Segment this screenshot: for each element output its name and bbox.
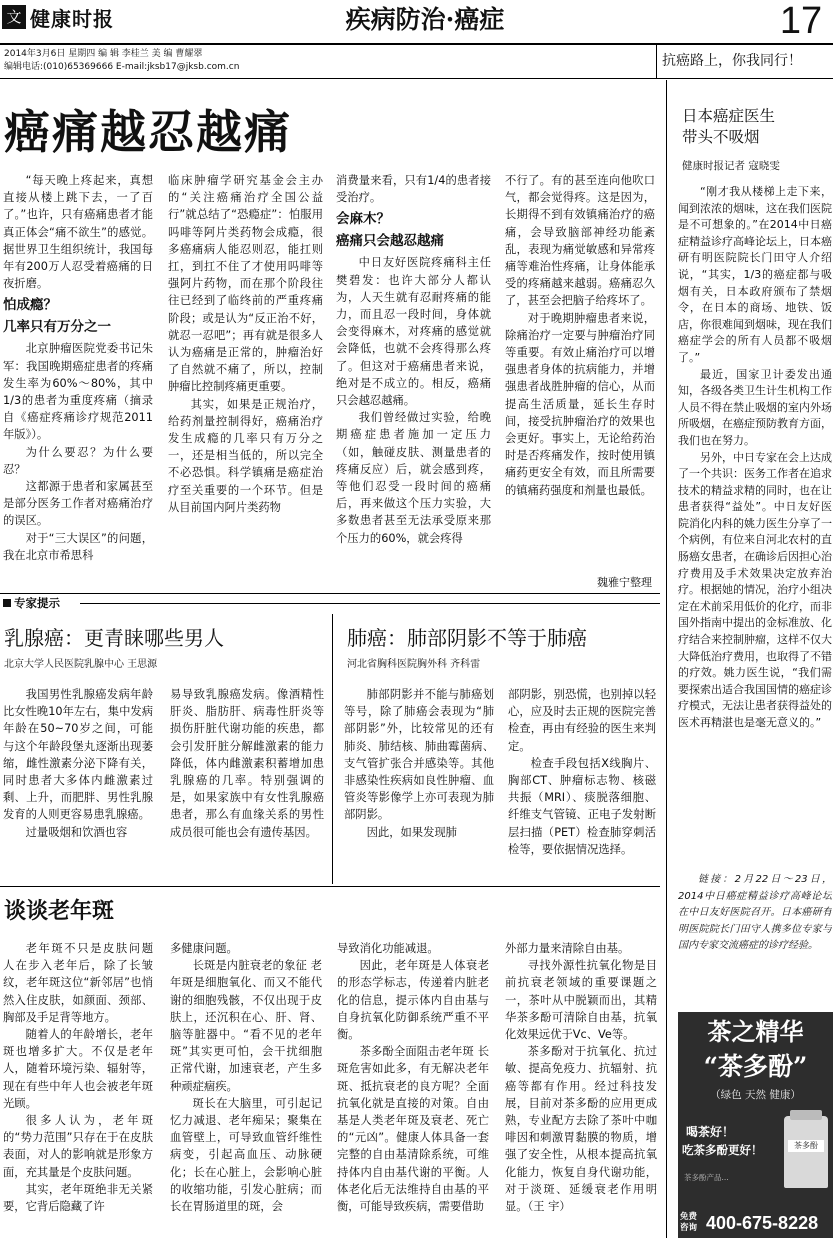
spots-paragraph: 茶多酚全面阻击老年斑 长斑危害如此多，有无解决老年斑、抵抗衰老的良方呢？全面抗氧化就是直接的对策。自由基是人类老年斑及衰老、死亡的“元凶”。健康人体具备一套完整的自由基清除系统，可维持体内自由基代谢的平衡。人体老化后无法维持自由基的平衡，可能导致疾病，需要借助 — [337, 1045, 489, 1214]
lead-paragraph: 中日友好医院疼痛科主任樊碧发：也许大部分人都认为，人天生就有忍耐疼痛的能力，而且忍一段时间，身体就会变得麻木，对疼痛的感觉就会降低，也就不会疼得那么疼了。但这对于癌痛患者来说，绝对是不成立的。相反，癌痛只会越忍越痛。 — [336, 256, 491, 408]
spots-paragraph: 导致消化功能减退。 — [337, 942, 439, 955]
lead-paragraph: 不行了。有的甚至连向他吹口气，都会觉得疼。这是因为，长期得不到有效镇痛治疗的癌痛，会导致脑部神经功能紊乱，表现为痛觉敏感和异常疼痛等难治性疼痛，让身体能承受的疼痛越来越弱。癌痛忍久了，甚至会把脑子给疼坏了。 — [505, 174, 655, 308]
sidebar-title: 日本癌症医生 带头不吸烟 — [682, 107, 776, 146]
lead-subhead: 怕成瘾？ — [3, 297, 57, 314]
lead-byline: 魏雅宁整理 — [597, 576, 652, 589]
lead-paragraph: 临床肿瘤学研究基金会主办的“关注癌痛治疗全国公益行”就总结了“恐瘾症”：怕服用吗啡等阿片类药物会成瘾，很多癌痛病人能忍则忍，能扛则扛，到扛不住了才使用吗啡等强阿片药物，而在那个阶段往往已经到了临终前的严重疼痛阶段；或是认为“反正治不好，就忍一忍吧”；再有就是很多人认为癌痛是正常的，肿瘤治好了自然就不痛了，所以，控制肿瘤比控制疼痛更重要。 — [168, 174, 323, 394]
sidebar-body — [678, 184, 832, 874]
bottle-cap — [790, 1110, 822, 1120]
ad-slogan: 吃茶多酚更好！ — [682, 1143, 763, 1157]
sidebar-paragraph: 最近，国家卫计委发出通知，各级各类卫生计生机构工作人员不得在禁止吸烟的室内外场所吸烟，在癌症预防教育方面，我们也在努力。 — [678, 367, 832, 447]
paper-logo — [2, 3, 177, 31]
spots-column-4 — [505, 940, 657, 1236]
spots-paragraph: 多健康问题。 — [170, 942, 238, 955]
breast-column-2 — [170, 686, 324, 878]
hotline-badge: 免费 咨询 — [680, 1212, 698, 1233]
sidebar-paragraph: 另外，中日专家在会上达成了一个共识：医务工作者在追求技术的精益求精的同时，也在让患者获得“益处”。中日友好医院消化内科的姚力医生分享了一个病例，有位来自河北农村的直肠癌女患者，在确诊后因担心治疗费用及手术效果决定放弃治疗。根据她的情况，治疗小组决定在术前采用低价的化疗，而非国外指南中提出的金标准放、化疗结合来控制肿瘤，这样不仅大大降低治疗费用，也取得了不错的疗效。姚力医生说，“我们需要探索出适合我国国情的癌症诊疗模式，无法让患者获得益处的医术再精湛也是毫无意义的。” — [678, 450, 832, 729]
lung-paragraph: 部阴影，别恐慌，也别掉以轻心，应及时去正规的医院完善检查，再由有经验的医生来判定。 — [508, 688, 656, 753]
paper-name: 健康时报 — [30, 6, 114, 31]
spots-paragraph: 其实，老年斑绝非无关紧要，它背后隐藏了许 — [3, 1182, 153, 1214]
breast-paragraph: 过量吸烟和饮酒也容 — [25, 825, 128, 839]
square-bullet-icon — [3, 599, 11, 607]
lead-column-1 — [3, 172, 153, 592]
expert-tips-label: 专家提示 — [3, 595, 60, 611]
lung-column-2 — [508, 686, 656, 878]
lead-column-4 — [505, 172, 655, 572]
spots-paragraph: 外部力量来清除自由基。 — [505, 942, 630, 955]
spots-title: 谈谈老年斑 — [4, 898, 115, 924]
breast-paragraph: 易导致乳腺癌发病。像酒精性肝炎、脂肪肝、病毒性肝炎等损伤肝脏代谢功能的疾患，都会引发肝脏分解雌激素的能力降低，体内雌激素积蓄增加患乳腺癌的几率。特别强调的是，如果家族中有女性乳腺癌患者，那么有血缘关系的男性成员很可能也会有遗传基因。 — [170, 688, 324, 839]
lead-paragraph: “每天晚上疼起来，真想直接从楼上跳下去，一了百了。”也许，只有癌痛患者才能真正体会“痛不欲生”的感觉。据世界卫生组织统计，我国每年有200万人忍受着癌痛的日夜折磨。 — [3, 174, 153, 291]
page-number: 17 — [779, 0, 823, 42]
ad-slogan: 喝茶好！ — [686, 1125, 735, 1139]
spots-paragraph: 茶多酚对于抗氧化、抗过敏、提高免疫力、抗辐射、抗癌等都有作用。经过科技发展，目前对茶多酚的应用更成熟，专业配方去除了茶叶中咖啡因和刺激胃黏膜的物质，增强了安全性，从根本提高抗氧化能力，恢复自身代谢功能，对于淡斑、延缓衰老作用明显。（王 宇） — [505, 1045, 657, 1214]
lead-paragraph: 对于“三大误区”的问题，我在北京市希思科 — [3, 531, 153, 562]
slogan: 抗癌路上，你我同行！ — [662, 53, 802, 69]
spots-paragraph: 因此，老年斑是人体衰老的形态学标志，传递着内脏老化的信息，提示体内自由基与自身抗氧化防御系统严重不平衡。 — [337, 959, 489, 1042]
spots-column-3 — [337, 940, 489, 1236]
issue-info: 2014年3月6日 星期四 编 辑 李桂兰 美 编 曹耀翠 — [4, 49, 203, 59]
spots-paragraph: 很多人认为，老年斑的“势力范围”只存在于在皮肤表面，对人的影响就是形象方面，充其量是个皮肤问题。 — [3, 1114, 153, 1179]
breast-author: 北京大学人民医院乳腺中心 王思源 — [4, 659, 158, 670]
lead-paragraph: 北京肿瘤医院党委书记朱军：我国晚期癌症患者的疼痛发生率为60%～80%，其中1/3的患者为重度疼痛（摘录自《癌症疼痛诊疗规范2011年版》）。 — [3, 342, 153, 442]
lead-subhead: 会麻木？ — [336, 211, 390, 228]
sidebar-byline: 健康时报记者 寇晓雯 — [682, 160, 780, 172]
spots-paragraph: 斑长在大脑里，可引起记忆力减退、老年痴呆；聚集在血管壁上，可导致血管纤维性病变，引起高血压、动脉硬化；长在心脏上，会影响心脏的收缩功能，引发心脏病；而长在胃肠道里的斑，会 — [170, 1096, 322, 1214]
lead-paragraph: 其实，如果是正规治疗，给药剂量控制得好，癌痛治疗发生成瘾的几率只有万分之一，还是相当低的，所以完全不必恐惧。科学镇痛是癌症治疗至关重要的一个环节。但是从目前国内阿片类药物 — [168, 397, 323, 514]
contact-info: 编辑电话:(010)65369666 E-mail:jksb17@jksb.com.cn — [4, 62, 240, 72]
lead-paragraph: 对于晚期肿瘤患者来说，除痛治疗一定要与肿瘤治疗同等重要。有效止痛治疗可以增强患者身体的抗病能力，并增强患者战胜肿瘤的信心，从而提高生活质量，延长生存时间，接受抗肿瘤治疗的效果也会更好。事实上，无论给药治时是否疼痛发作，按时使用镇痛药更安全有效，而且所需要的镇痛药强度和剂量也最低。 — [505, 311, 655, 497]
ad-title: 茶之精华 — [707, 1017, 804, 1046]
lung-paragraph: 检查手段包括X线胸片、胸部CT、肿瘤标志物、核磁共振（MRI）、痰脱落细胞、纤维支气管镜、正电子发射断层扫描（PET）检查肺穿刺活检等，要依据情况选择。 — [508, 756, 656, 856]
lead-subhead: 癌痛只会越忍越痛 — [336, 233, 444, 250]
lung-title: 肺癌：肺部阴影不等于肺癌 — [347, 626, 587, 650]
lung-author: 河北省胸科医院胸外科 齐科雷 — [347, 659, 481, 670]
lead-paragraph: 消费量来看，只有1/4的患者接受治疗。 — [336, 174, 491, 205]
breast-paragraph: 我国男性乳腺癌发病年龄比女性晚10年左右，集中发病年龄在50~70岁之间，可能与这个年龄段堡丸逐渐出现萎缩，雌性激素分泌下降有关，同时患者大多体内雌激素过剩、上升，而肥胖、男性乳腺发育的人则更容易患乳腺癌。 — [3, 688, 153, 822]
spots-paragraph: 寻找外源性抗氧化物是目前抗衰老领域的重要课题之一，茶叶从中脱颖而出，其精华茶多酚可清除自由基，抗氧化效果远优于Vc、Ve等。 — [505, 959, 657, 1042]
lead-paragraph: 为什么要忍？为什么要忍？ — [3, 445, 153, 476]
section-title: 疾病防治·癌症 — [345, 5, 505, 34]
sidebar-link-paragraph: 链接：2月22日～23日，2014中日癌症精益诊疗高峰论坛在中日友好医院召开。日本癌研有明医院院长门田守人携多位专家与国内专家交流癌症的诊疗经验。 — [678, 874, 832, 951]
sidebar-paragraph: “刚才我从楼梯上走下来，闻到浓浓的烟味，这在我们医院是不可想象的。”在2014中日癌症精益诊疗高峰论坛上，日本癌研有明医院院长门田守人介绍说，“其实，1/3的癌症都与吸烟有关，日本政府颁布了禁烟令，在日本的商场、地铁、饭店，你很难闻到烟味，现在我们癌症学会的所有人员都不吸烟了。” — [678, 185, 832, 364]
spots-paragraph: 长斑是内脏衰老的象征 老年斑是细胞氧化、而又不能代谢的细胞残骸，不仅出现于皮肤上，还沉积在心、肝、肾、脑等脏器中。“看不见的老年斑”其实更可怕，会干扰细胞正常代谢，加速衰老，产生多种顽症痼疾。 — [170, 959, 322, 1093]
breast-title: 乳腺癌：更青睐哪些男人 — [4, 626, 224, 650]
paper-logo-icon: 文 — [2, 5, 26, 29]
lead-paragraph: 我们曾经做过实验，给晚期癌症患者施加一定压力（如，触碰皮肤、测量患者的疼痛反应）后，就会感到疼，等他们忍受一段时间的癌痛后，再来做这个压力实验，大多数患者甚至无法承受原来那个压力的60%，就会疼得 — [336, 411, 491, 545]
spots-column-1 — [3, 940, 153, 1236]
lead-column-3 — [336, 172, 491, 592]
lead-headline: 癌痛越忍越痛 — [4, 105, 292, 159]
product-bottle-image — [784, 1116, 828, 1188]
spots-column-2 — [170, 940, 322, 1236]
lung-paragraph: 肺部阴影并不能与肺癌划等号，除了肺癌会表现为“肺部阴影”外，比较常见的还有肺炎、肺结核、肺曲霉菌病、支气管扩张合并感染等。其他非感染性疾病如良性肿瘤、血管炎等影像学上亦可表现为肺部阴影。 — [344, 688, 494, 822]
breast-column-1 — [3, 686, 153, 878]
ad-product: “茶多酚” — [703, 1052, 808, 1081]
ad-tagline: （绿色 天然 健康） — [710, 1089, 801, 1101]
tea-polyphenol-ad — [678, 1012, 833, 1238]
lung-column-1 — [344, 686, 494, 878]
phone-hotline: 400-675-8228 — [706, 1213, 819, 1233]
lung-paragraph: 因此，如果发现肺 — [366, 825, 457, 839]
lead-column-2 — [168, 172, 323, 592]
masthead — [0, 0, 833, 78]
spots-paragraph: 老年斑不只是皮肤问题 人在步入老年后，除了长皱纹，老年斑这位“新邻居”也悄然入住皮肤，如颜面、颈部、胸部及手足背等地方。 — [3, 942, 153, 1024]
sidebar-link-note — [678, 872, 832, 1008]
ad-note: 茶多酚产品... — [684, 1173, 729, 1182]
lead-paragraph: 这都源于患者和家属甚至是部分医务工作者对癌痛治疗的误区。 — [3, 480, 153, 528]
spots-paragraph: 随着人的年龄增长，老年斑也增多扩大。不仅是老年人，随着环境污染、辐射等，现在有些中年人也会被老年斑光顾。 — [3, 1028, 153, 1110]
bottle-label: 茶多酚 — [788, 1140, 824, 1152]
lead-subhead: 几率只有万分之一 — [3, 319, 111, 336]
